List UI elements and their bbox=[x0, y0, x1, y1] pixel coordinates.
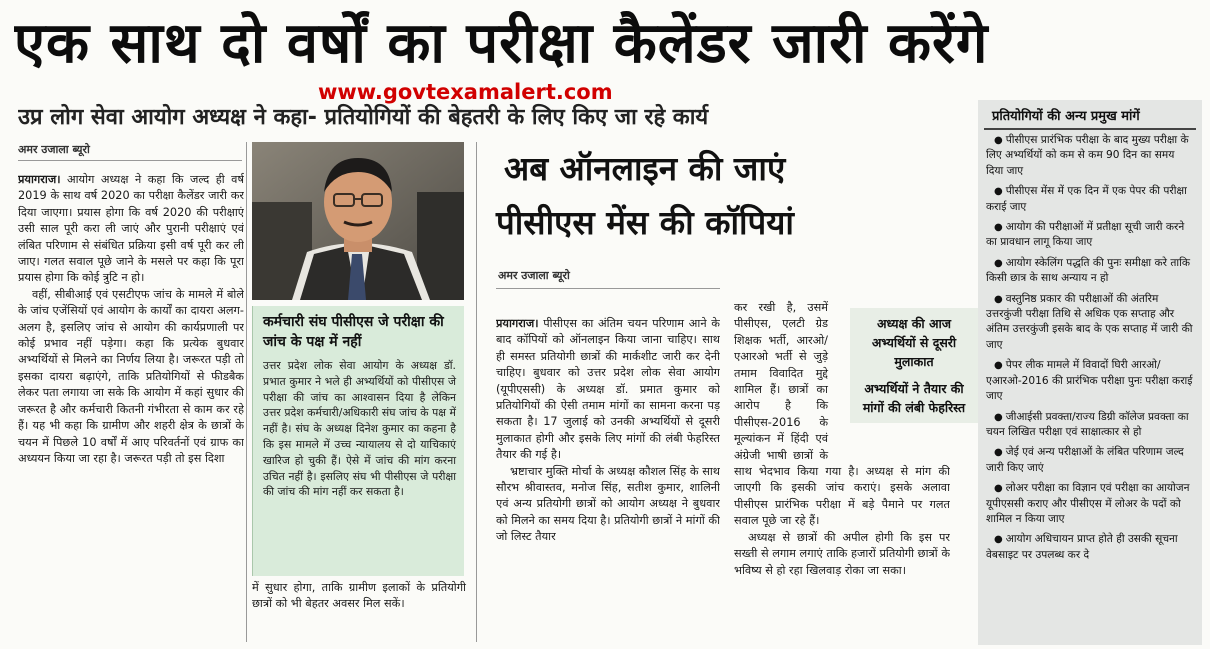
story1-byline-rule bbox=[18, 160, 242, 161]
story2-dateline: प्रयागराज। bbox=[496, 317, 539, 330]
bullet-icon: ● bbox=[994, 447, 1003, 459]
meeting-callout bbox=[850, 308, 978, 423]
demand-item: ● वस्तुनिष्ठ प्रकार की परीक्षाओं की अंतरिम उत्तरकुंजी परीक्षा तिथि से अधिक एक सप्ताह और अंतिम उत्तरकुंजी इसके बाद के एक सप्ताह में जारी की जाए bbox=[986, 292, 1193, 351]
story2-col1-para1: पीसीएस का अंतिम चयन परिणाम आने के बाद कॉपियों को ऑनलाइन किया जाना चाहिए। साथ ही समस्त प्रतियोगी छात्रों की मार्कशीट जारी कर देनी चाहिए। बुधवार को उत्तर प्रदेश लोक सेवा आयोग (यूपीएससी) के अध्यक्ष डॉ. प्रमात कुमार को प्रतियोगियों की ऐसी तमाम मांगों का सामना करना पड़ सकता है। 17 जुलाई को उनकी अभ्यर्थियों से दूसरी मुलाकात होगी और इसके लिए मांगों की लंबी फेहरिस्त तैयार की गई है। bbox=[496, 317, 720, 462]
story2-byline: अमर उजाला ब्यूरो bbox=[498, 269, 570, 282]
story1-dateline: प्रयागराज। bbox=[18, 173, 61, 186]
demands-sidebar bbox=[978, 100, 1202, 645]
portrait-illustration bbox=[252, 142, 464, 300]
callout-line1: अध्यक्ष की आज अभ्यर्थियों से दूसरी मुलाकात bbox=[871, 316, 957, 369]
employee-union-box bbox=[252, 306, 464, 576]
bullet-icon: ● bbox=[994, 534, 1003, 546]
story2-col2-para1: कर रखी है, उसमें पीसीएस, एलटी ग्रेड शिक्षक भर्ती, आरओ/एआरओ भर्ती से जुड़े तमाम विवादित मुद्दे शामिल हैं। छात्रों का आरोप है कि पीसीएस-2016 के मूल्यांकन में हिंदी एवं अंग्रेजी भाषी छात्रों के साथ भेदभाव किया गया है। अध्यक्ष से मांग की जाएगी कि इसकी जांच कराएं। इसके अलावा पीसीएस प्रारंभिक परीक्षा में बड़े पैमाने पर गलत सवाल पूछे जा रहे हैं। bbox=[734, 301, 950, 528]
demand-item: ● पीसीएस प्रारंभिक परीक्षा के बाद मुख्य परीक्षा के लिए अभ्यर्थियों को कम से कम 90 दिन का समय दिया जाए bbox=[986, 134, 1189, 177]
demand-item: ● लोअर परीक्षा का विज्ञान एवं परीक्षा का आयोजन यूपीएससी कराए और पीसीएस में लोअर के पदों को शामिल न किया जाए bbox=[986, 482, 1190, 525]
story1-continuation: में सुधार होगा, ताकि ग्रामीण इलाकों के प्रतियोगी छात्रों को भी बेहतर अवसर मिल सकें। bbox=[252, 581, 466, 611]
column-divider-1 bbox=[246, 142, 247, 642]
story2-column1 bbox=[496, 316, 720, 644]
bullet-icon: ● bbox=[994, 293, 1003, 305]
story1-para1: आयोग अध्यक्ष ने कहा कि जल्द ही वर्ष 2019 के साथ वर्ष 2020 का परीक्षा कैलेंडर जारी कर दिया जाएगा। प्रयास होगा कि वर्ष 2020 की परीक्षाएं उसी साल पूरी करा ली जाएं और पुरानी परीक्षाएं एवं लंबित परिणाम से संबंधित प्रक्रिया इसी वर्ष पूरी कर ली जाए। गलत सवाल पूछे जाने के मसले पर कहा कि पूरा प्रयास होगा कि कोई त्रुटि न हो। bbox=[18, 173, 244, 285]
bullet-icon: ● bbox=[994, 483, 1003, 495]
demand-item: ● पेपर लीक मामले में विवादों घिरी आरओ/एआरओ-2016 की प्रारंभिक परीक्षा पुनः परीक्षा कराई जाए bbox=[986, 359, 1193, 403]
story2-col1-para2: भ्रष्टाचार मुक्ति मोर्चा के अध्यक्ष कौशल सिंह के साथ सौरभ श्रीवास्तव, मनोज सिंह, सतीश कुमार, शालिनी एवं अन्य प्रतियोगी छात्रों को आयोग अध्यक्ष ने बुधवार को मिलने का समय दिया है। प्रतियोगी छात्रों ने मांगों की जो लिस्ट तैयार bbox=[496, 464, 720, 544]
demand-item: ● पीसीएस मेंस में एक दिन में एक पेपर की परीक्षा कराई जाए bbox=[986, 185, 1187, 213]
subheadline: उप्र लोग सेवा आयोग अध्यक्ष ने कहा- प्रतियोगियों की बेहतरी के लिए किए जा रहे कार्य bbox=[18, 105, 709, 130]
column-divider-2 bbox=[476, 142, 477, 642]
employee-union-title: कर्मचारी संघ पीसीएस जे परीक्षा की जांच के पक्ष में नहीं bbox=[263, 314, 444, 350]
callout-line2: अभ्यर्थियों ने तैयार की मांगों की लंबी फेहरिस्त bbox=[862, 381, 966, 415]
main-headline: एक साथ दो वर्षों का परीक्षा कैलेंडर जारी करेंगे bbox=[14, 11, 989, 76]
story1-para2: वहीं, सीबीआई एवं एसटीएफ जांच के मामले में बोले के जांच एजेंसियों एवं आयोग के कार्यों का दायरा अलग-अलग है, इसलिए जांच से आयोग की कार्यप्रणाली पर कोई प्रभाव नहीं पड़ेगा। कहा कि प्रत्येक बुधवार अभ्यर्थियों से मिलने का निर्णय लिया है। जरूरत पड़ी तो इसका दायरा बढ़ाएंगे, ताकि प्रतियोगियों से फीडबैक लेकर पता लगाया जा सके कि आयोग में कहां सुधार की जरूरत है और कर्मचारी कितनी गंभीरता से काम कर रहे हैं। यह भी कहा कि ग्रामीण और शहरी क्षेत्र के छात्रों के चयन में पिछले 10 वर्षों में आए परिवर्तनों एवं ग्राफ का अध्ययन किया जा रहा है। जरूरत पड़ी तो इस दिशा bbox=[18, 287, 244, 465]
story2-col2-para2: अध्यक्ष से छात्रों की अपील होगी कि इस पर सख्ती से लगाम लगाएं ताकि हजारों प्रतियोगी छात्रों के भविष्य से हो रहा खिलवाड़ रोका जा सका। bbox=[734, 530, 950, 577]
demand-item: ● जीआईसी प्रवक्ता/राज्य डिग्री कॉलेज प्रवक्ता का चयन लिखित परीक्षा एवं साक्षात्कार से हो bbox=[986, 410, 1189, 438]
bullet-icon: ● bbox=[994, 257, 1003, 269]
bullet-icon: ● bbox=[994, 186, 1003, 198]
demand-item: ● जेई एवं अन्य परीक्षाओं के लंबित परिणाम जल्द जारी किए जाएं bbox=[986, 446, 1184, 474]
demand-item: ● आयोग स्केलिंग पद्धति की पुनः समीक्षा करे ताकि किसी छात्र के साथ अन्याय न हो bbox=[986, 256, 1191, 285]
watermark-url: www.govtexamalert.com bbox=[318, 80, 613, 104]
bullet-icon: ● bbox=[994, 135, 1003, 146]
employee-union-body: उत्तर प्रदेश लोक सेवा आयोग के अध्यक्ष डॉ. प्रभात कुमार ने भले ही अभ्यर्थियों को पीसीएस जे परीक्षा की जांच का आश्वासन दिया है लेकिन उत्तर प्रदेश कर्मचारी/अधिकारी संघ जांच के पक्ष में नहीं है। संघ के अध्यक्ष दिनेश कुमार का कहना है कि इस मामले में उच्च न्यायालय से दो याचिकाएं खारिज हो चुकी हैं। ऐसे में जांच की मांग करना उचित नहीं है। इसलिए संघ भी पीसीएस जे परीक्षा की जांच की मांग नहीं कर सकता है। bbox=[263, 359, 456, 499]
demands-list bbox=[978, 130, 1202, 563]
story2-byline-rule bbox=[496, 288, 720, 289]
demand-item: ● आयोग अधिचायन प्राप्त होते ही उसकी सूचना वेबसाइट पर उपलब्ध कर दे bbox=[986, 533, 1178, 561]
story2-headline-line1: अब ऑनलाइन की जाएं bbox=[504, 149, 786, 188]
chairman-photo bbox=[252, 142, 464, 300]
story2-headline-line2: पीसीएस मेंस की कॉपियां bbox=[496, 203, 794, 242]
story2-headline bbox=[496, 142, 954, 250]
story1-column bbox=[18, 172, 244, 644]
bullet-icon: ● bbox=[994, 411, 1003, 423]
bullet-icon: ● bbox=[994, 222, 1003, 234]
demand-item: ● आयोग की परीक्षाओं में प्रतीक्षा सूची जारी करने का प्रावधान लागू किया जाए bbox=[986, 221, 1185, 249]
bullet-icon: ● bbox=[994, 360, 1003, 372]
demands-title: प्रतियोगियों की अन्य प्रमुख मांगें bbox=[984, 100, 1196, 130]
story1-byline: अमर उजाला ब्यूरो bbox=[18, 143, 90, 156]
